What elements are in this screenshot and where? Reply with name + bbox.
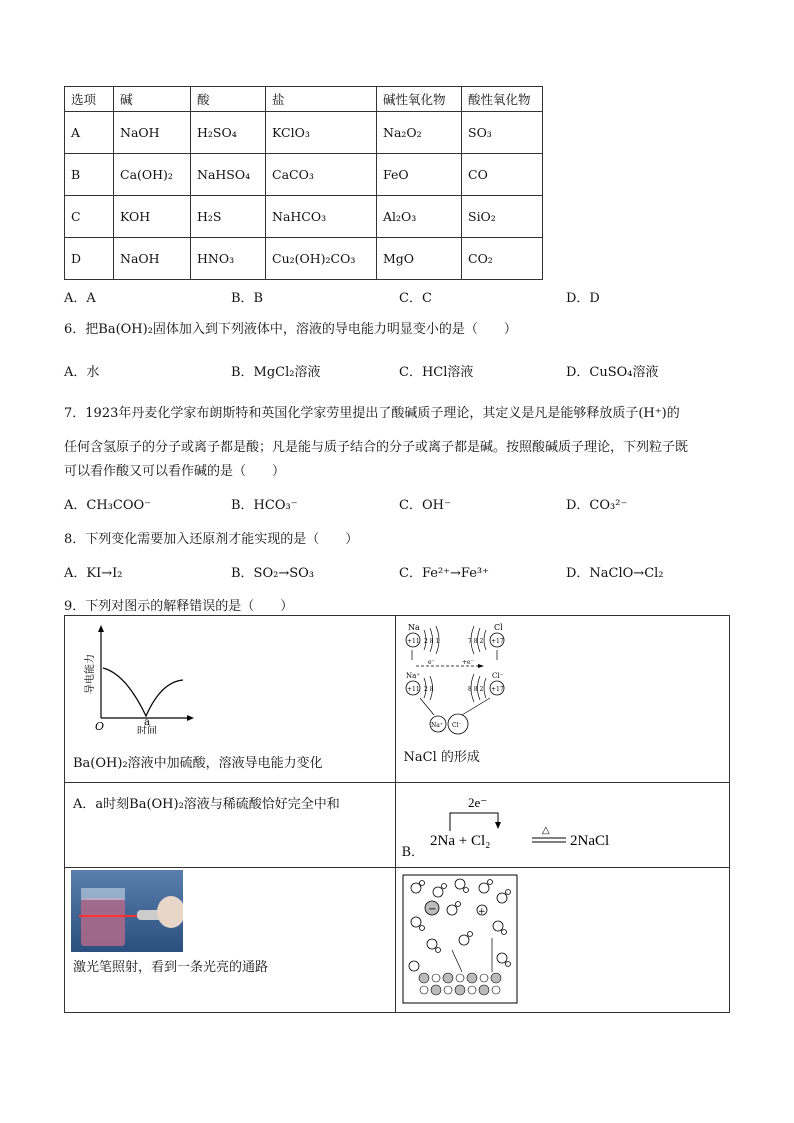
y-axis-label: 导电能力 [85, 654, 96, 694]
q7-option-a[interactable]: A．CH₃COO⁻ [64, 498, 152, 513]
table-cell: SiO₂ [462, 196, 543, 238]
q8-option-c[interactable]: C．Fe²⁺→Fe³⁺ [399, 566, 489, 581]
table-cell: A [65, 112, 114, 154]
q9-cell-dissolution [395, 868, 730, 1013]
na-nucleus-label: +11 [406, 638, 420, 645]
q5-option-d[interactable]: D．D [566, 291, 600, 306]
na-shell-label: 2 8 1 [423, 638, 439, 645]
table-header-cell: 碱性氧化物 [377, 87, 462, 112]
q7-option-c[interactable]: C．OH⁻ [399, 498, 451, 513]
q8-option-d[interactable]: D．NaClO→Cl₂ [566, 566, 664, 581]
equation-right: 2NaCl [569, 833, 609, 849]
q7-stem-line2: 任何含氢原子的分子或离子都是酸；凡是能与质子结合的分子或离子都是碱。按照酸碱质子理论，下列粒子既 [64, 440, 689, 455]
table-cell: D [65, 238, 114, 280]
table-cell: CaCO₃ [266, 154, 377, 196]
q7-stem-line3: 可以看作酸又可以看作碱的是（ ） [64, 464, 286, 479]
q9-option-a-text[interactable]: A．a时刻Ba(OH)₂溶液与稀硫酸恰好完全中和 [73, 797, 340, 812]
q9-cell-option-b [395, 783, 730, 868]
q9-option-b-prefix[interactable]: B． [401, 845, 425, 860]
table-row [65, 154, 543, 196]
electron-transfer-equation [428, 789, 618, 851]
conductivity-curve [103, 668, 183, 716]
x-axis-label: 时间 [137, 726, 157, 734]
table-cell: NaHCO₃ [266, 196, 377, 238]
conductivity-graph [71, 622, 201, 734]
table-cell: H₂SO₄ [191, 112, 266, 154]
electron-loss-label: e⁻ [427, 659, 435, 666]
table-cell: FeO [377, 154, 462, 196]
table-cell: CO [462, 154, 543, 196]
q8-option-a[interactable]: A．KI→I₂ [64, 566, 123, 581]
cl-nucleus-label: +17 [490, 638, 504, 645]
q8-option-b[interactable]: B．SO₂→SO₃ [231, 566, 314, 581]
q6-option-a[interactable]: A．水 [64, 365, 100, 380]
equation-left: 2Na + Cl₂ [429, 833, 490, 849]
table-cell: KOH [114, 196, 191, 238]
cl-ion-nucleus-label: +17 [490, 686, 504, 693]
table-header-cell: 酸性氧化物 [462, 87, 543, 112]
table-cell: HNO₃ [191, 238, 266, 280]
q9-cell-graph [65, 616, 396, 783]
q9-stem: 9．下列对图示的解释错误的是（ ） [64, 599, 294, 614]
cl-label: Cl [493, 623, 503, 632]
cl-shell-label: 7 8 2 [467, 638, 483, 645]
electron-count-label: 2e⁻ [467, 795, 487, 810]
q9-cell-laser [65, 868, 396, 1013]
table-header-row [65, 87, 543, 112]
table-cell: KClO₃ [266, 112, 377, 154]
q6-option-d[interactable]: D．CuSO₄溶液 [566, 365, 659, 380]
q7-option-d[interactable]: D．CO₃²⁻ [566, 498, 628, 513]
svg-text:−: − [427, 904, 436, 915]
table-cell: Cu₂(OH)₂CO₃ [266, 238, 377, 280]
table-cell: SO₃ [462, 112, 543, 154]
cl-ion-circle-label: Cl⁻ [451, 722, 462, 729]
table-row [65, 112, 543, 154]
table-header-cell: 酸 [191, 87, 266, 112]
table-cell: NaOH [114, 112, 191, 154]
table-cell: NaHSO₄ [191, 154, 266, 196]
table-header-cell: 选项 [65, 87, 114, 112]
point-a-label: a [144, 717, 150, 728]
table-cell: NaOH [114, 238, 191, 280]
table-cell: C [65, 196, 114, 238]
na-label: Na [407, 623, 420, 632]
q7-stem-line1: 7．1923年丹麦化学家布朗斯特和英国化学家劳里提出了酸碱质子理论，其定义是凡是能够释放质子(H⁺)的 [64, 406, 680, 421]
ion-dissolution-diagram [402, 874, 518, 1004]
na-ion-nucleus-label: +11 [406, 686, 420, 693]
table-row [65, 238, 543, 280]
table-cell: MgO [377, 238, 462, 280]
na-ion-label: Na⁺ [405, 672, 420, 680]
table-cell: H₂S [191, 196, 266, 238]
q8-stem: 8．下列变化需要加入还原剂才能实现的是（ ） [64, 532, 359, 547]
table-cell: Na₂O₂ [377, 112, 462, 154]
cl-ion-shell-label: 8 8 2 [467, 686, 483, 693]
table-cell: Al₂O₃ [377, 196, 462, 238]
table-header-cell: 碱 [114, 87, 191, 112]
table-cell: Ca(OH)₂ [114, 154, 191, 196]
q9-cell-option-a [65, 783, 396, 868]
classification-table [64, 86, 543, 280]
q6-option-b[interactable]: B．MgCl₂溶液 [231, 365, 321, 380]
na-ion-circle-label: Na⁺ [430, 722, 443, 729]
q6-option-c[interactable]: C．HCl溶液 [399, 365, 474, 380]
q5-option-b[interactable]: B．B [231, 291, 264, 306]
nacl-caption: NaCl 的形成 [403, 750, 480, 765]
q7-option-b[interactable]: B．HCO₃⁻ [231, 498, 298, 513]
origin-label: O [95, 720, 105, 733]
table-row [65, 196, 543, 238]
q9-figure-table [64, 615, 730, 1013]
q5-option-a[interactable]: A．A [64, 291, 96, 306]
cl-ion-label: Cl⁻ [491, 672, 503, 680]
q5-option-c[interactable]: C．C [399, 291, 432, 306]
laser-caption: 激光笔照射，看到一条光亮的通路 [73, 960, 269, 975]
q6-stem: 6．把Ba(OH)₂固体加入到下列液体中，溶液的导电能力明显变小的是（ ） [64, 322, 517, 337]
heat-symbol: △ [541, 825, 550, 836]
na-ion-shell-label: 2 8 [423, 686, 434, 693]
table-header-cell: 盐 [266, 87, 377, 112]
table-cell: CO₂ [462, 238, 543, 280]
laser-beaker-photo [71, 870, 183, 952]
table-cell: B [65, 154, 114, 196]
electron-gain-label: +e⁻ [461, 659, 474, 666]
q9-cell-nacl [395, 616, 730, 783]
graph-caption: Ba(OH)₂溶液中加硫酸，溶液导电能力变化 [73, 756, 323, 771]
beaker-icon [81, 898, 125, 946]
svg-text:+: + [477, 907, 486, 917]
nacl-formation-diagram [402, 620, 512, 742]
